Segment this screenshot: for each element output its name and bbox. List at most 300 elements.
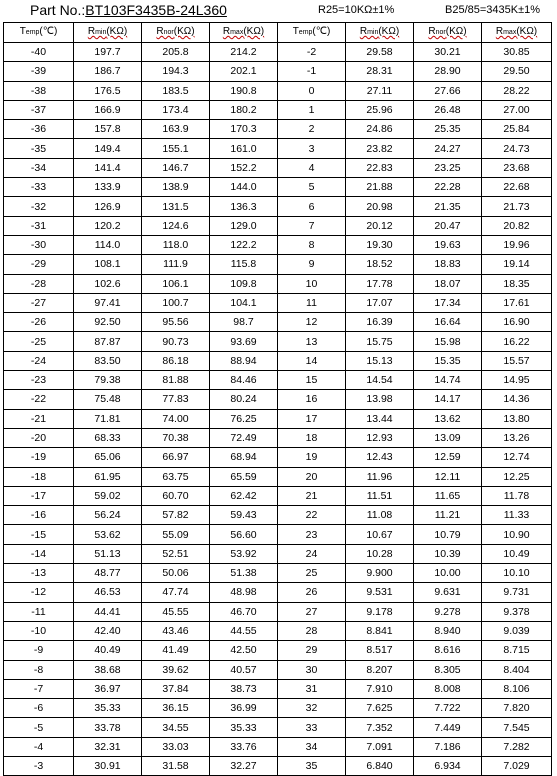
resistance-cell: 100.7 [142, 293, 210, 312]
resistance-cell: 10.00 [414, 564, 482, 583]
column-subscript: emp [25, 29, 40, 36]
column-header [414, 23, 482, 43]
table-row [4, 43, 552, 62]
temperature-cell: -12 [4, 583, 74, 602]
table-row [4, 81, 552, 100]
resistance-cell: 52.51 [142, 544, 210, 563]
resistance-cell: 21.73 [482, 197, 552, 216]
resistance-cell: 53.62 [74, 525, 142, 544]
document-header [0, 0, 557, 22]
resistance-cell: 10.49 [482, 544, 552, 563]
resistance-cell: 43.46 [142, 621, 210, 640]
resistance-cell: 8.207 [346, 660, 414, 679]
resistance-cell: 33.76 [210, 737, 278, 756]
resistance-cell: 161.0 [210, 139, 278, 158]
temperature-cell: 15 [278, 371, 346, 390]
column-subscript: nor [435, 29, 446, 36]
temperature-cell: -33 [4, 178, 74, 197]
resistance-cell: 56.24 [74, 506, 142, 525]
resistance-cell: 63.75 [142, 467, 210, 486]
resistance-cell: 19.96 [482, 235, 552, 254]
resistance-cell: 14.17 [414, 390, 482, 409]
resistance-cell: 7.282 [482, 737, 552, 756]
table-row [4, 428, 552, 447]
temperature-cell: 33 [278, 718, 346, 737]
resistance-cell: 106.1 [142, 274, 210, 293]
resistance-cell: 17.61 [482, 293, 552, 312]
resistance-cell: 24.27 [414, 139, 482, 158]
temperature-cell: -29 [4, 255, 74, 274]
resistance-cell: 18.35 [482, 274, 552, 293]
temperature-cell: 28 [278, 621, 346, 640]
resistance-cell: 21.35 [414, 197, 482, 216]
temperature-cell: 31 [278, 679, 346, 698]
resistance-cell: 24.73 [482, 139, 552, 158]
resistance-cell: 10.10 [482, 564, 552, 583]
resistance-cell: 31.58 [142, 756, 210, 775]
table-row [4, 679, 552, 698]
resistance-cell: 59.02 [74, 486, 142, 505]
resistance-temperature-table [3, 22, 552, 776]
resistance-cell: 118.0 [142, 235, 210, 254]
column-header [4, 23, 74, 43]
resistance-cell: 28.90 [414, 62, 482, 81]
table-row [4, 351, 552, 370]
temperature-cell: -13 [4, 564, 74, 583]
table-row [4, 602, 552, 621]
column-symbol: R [222, 26, 231, 37]
resistance-cell: 13.26 [482, 428, 552, 447]
resistance-cell: 12.93 [346, 428, 414, 447]
resistance-cell: 22.83 [346, 158, 414, 177]
column-header-label [360, 26, 399, 37]
part-number-value: BT103F3435B-24L360 [85, 2, 227, 18]
temperature-cell: 16 [278, 390, 346, 409]
resistance-cell: 141.4 [74, 158, 142, 177]
resistance-cell: 26.48 [414, 100, 482, 119]
resistance-cell: 157.8 [74, 120, 142, 139]
resistance-cell: 149.4 [74, 139, 142, 158]
resistance-cell: 38.73 [210, 679, 278, 698]
temperature-cell: 2 [278, 120, 346, 139]
resistance-cell: 214.2 [210, 43, 278, 62]
column-symbol: T [292, 26, 299, 37]
resistance-cell: 74.00 [142, 409, 210, 428]
resistance-cell: 79.38 [74, 371, 142, 390]
resistance-cell: 12.25 [482, 467, 552, 486]
resistance-cell: 30.91 [74, 756, 142, 775]
resistance-cell: 13.62 [414, 409, 482, 428]
column-symbol: R [156, 26, 164, 37]
column-header-label [293, 26, 331, 37]
temperature-cell: 6 [278, 197, 346, 216]
resistance-cell: 35.33 [210, 718, 278, 737]
temperature-cell: 19 [278, 448, 346, 467]
temperature-cell: -36 [4, 120, 74, 139]
table-body [4, 43, 552, 776]
resistance-cell: 8.517 [346, 641, 414, 660]
resistance-cell: 20.82 [482, 216, 552, 235]
column-subscript: emp [298, 29, 313, 36]
resistance-cell: 65.59 [210, 467, 278, 486]
resistance-cell: 7.545 [482, 718, 552, 737]
table-row [4, 525, 552, 544]
table-row [4, 448, 552, 467]
temperature-cell: 14 [278, 351, 346, 370]
resistance-cell: 98.7 [210, 313, 278, 332]
resistance-cell: 13.09 [414, 428, 482, 447]
table-row [4, 544, 552, 563]
resistance-cell: 176.5 [74, 81, 142, 100]
resistance-cell: 14.95 [482, 371, 552, 390]
resistance-cell: 7.625 [346, 699, 414, 718]
temperature-cell: -31 [4, 216, 74, 235]
resistance-cell: 14.36 [482, 390, 552, 409]
temperature-cell: -14 [4, 544, 74, 563]
temperature-cell: -40 [4, 43, 74, 62]
resistance-cell: 11.96 [346, 467, 414, 486]
resistance-cell: 104.1 [210, 293, 278, 312]
resistance-cell: 88.94 [210, 351, 278, 370]
temperature-cell: 32 [278, 699, 346, 718]
resistance-cell: 7.352 [346, 718, 414, 737]
resistance-cell: 144.0 [210, 178, 278, 197]
resistance-cell: 8.008 [414, 679, 482, 698]
resistance-cell: 14.74 [414, 371, 482, 390]
resistance-cell: 183.5 [142, 81, 210, 100]
temperature-cell: 4 [278, 158, 346, 177]
resistance-cell: 136.3 [210, 197, 278, 216]
temperature-cell: -18 [4, 467, 74, 486]
resistance-cell: 40.49 [74, 641, 142, 660]
resistance-cell: 18.83 [414, 255, 482, 274]
resistance-cell: 36.15 [142, 699, 210, 718]
resistance-cell: 30.21 [414, 43, 482, 62]
resistance-cell: 51.13 [74, 544, 142, 563]
resistance-cell: 45.55 [142, 602, 210, 621]
temperature-cell: 5 [278, 178, 346, 197]
resistance-cell: 86.18 [142, 351, 210, 370]
column-unit: (KΩ) [243, 26, 265, 37]
resistance-cell: 120.2 [74, 216, 142, 235]
resistance-cell: 29.50 [482, 62, 552, 81]
resistance-cell: 48.77 [74, 564, 142, 583]
temperature-cell: -32 [4, 197, 74, 216]
resistance-cell: 131.5 [142, 197, 210, 216]
temperature-cell: -15 [4, 525, 74, 544]
resistance-cell: 75.48 [74, 390, 142, 409]
table-row [4, 197, 552, 216]
resistance-cell: 70.38 [142, 428, 210, 447]
table-row [4, 139, 552, 158]
resistance-cell: 30.85 [482, 43, 552, 62]
temperature-cell: -27 [4, 293, 74, 312]
column-header-label [156, 26, 194, 37]
table-row [4, 313, 552, 332]
resistance-cell: 72.49 [210, 428, 278, 447]
resistance-cell: 10.28 [346, 544, 414, 563]
resistance-cell: 8.940 [414, 621, 482, 640]
table-row [4, 756, 552, 775]
resistance-cell: 42.50 [210, 641, 278, 660]
resistance-cell: 25.96 [346, 100, 414, 119]
resistance-cell: 28.31 [346, 62, 414, 81]
resistance-cell: 44.41 [74, 602, 142, 621]
resistance-cell: 13.98 [346, 390, 414, 409]
column-subscript: max [503, 29, 517, 36]
temperature-cell: 1 [278, 100, 346, 119]
resistance-cell: 205.8 [142, 43, 210, 62]
resistance-cell: 10.79 [414, 525, 482, 544]
temperature-cell: -3 [4, 756, 74, 775]
resistance-cell: 10.90 [482, 525, 552, 544]
column-symbol: R [495, 26, 504, 37]
column-symbol: R [87, 26, 96, 37]
resistance-cell: 11.21 [414, 506, 482, 525]
resistance-cell: 16.90 [482, 313, 552, 332]
resistance-cell: 155.1 [142, 139, 210, 158]
resistance-cell: 59.43 [210, 506, 278, 525]
table-row [4, 409, 552, 428]
temperature-cell: -21 [4, 409, 74, 428]
resistance-cell: 53.92 [210, 544, 278, 563]
resistance-cell: 97.41 [74, 293, 142, 312]
temperature-cell: -10 [4, 621, 74, 640]
resistance-cell: 9.631 [414, 583, 482, 602]
resistance-cell: 20.47 [414, 216, 482, 235]
resistance-cell: 81.88 [142, 371, 210, 390]
resistance-cell: 92.50 [74, 313, 142, 332]
table-row [4, 583, 552, 602]
resistance-cell: 33.78 [74, 718, 142, 737]
resistance-cell: 29.58 [346, 43, 414, 62]
temperature-cell: -5 [4, 718, 74, 737]
resistance-cell: 76.25 [210, 409, 278, 428]
temperature-cell: -6 [4, 699, 74, 718]
resistance-cell: 186.7 [74, 62, 142, 81]
table-row [4, 178, 552, 197]
resistance-cell: 18.07 [414, 274, 482, 293]
resistance-cell: 146.7 [142, 158, 210, 177]
temperature-cell: -35 [4, 139, 74, 158]
table-row [4, 737, 552, 756]
resistance-cell: 35.33 [74, 699, 142, 718]
temperature-cell: -28 [4, 274, 74, 293]
resistance-cell: 9.531 [346, 583, 414, 602]
resistance-cell: 66.97 [142, 448, 210, 467]
table-row [4, 506, 552, 525]
temperature-cell: -11 [4, 602, 74, 621]
resistance-cell: 55.09 [142, 525, 210, 544]
resistance-cell: 126.9 [74, 197, 142, 216]
resistance-cell: 194.3 [142, 62, 210, 81]
column-unit: (KΩ) [173, 26, 195, 37]
resistance-cell: 166.9 [74, 100, 142, 119]
resistance-cell: 90.73 [142, 332, 210, 351]
resistance-cell: 71.81 [74, 409, 142, 428]
resistance-cell: 25.35 [414, 120, 482, 139]
resistance-cell: 36.99 [210, 699, 278, 718]
resistance-cell: 46.70 [210, 602, 278, 621]
temperature-cell: 11 [278, 293, 346, 312]
resistance-cell: 60.70 [142, 486, 210, 505]
table-row [4, 332, 552, 351]
temperature-cell: -1 [278, 62, 346, 81]
resistance-cell: 42.40 [74, 621, 142, 640]
resistance-cell: 8.305 [414, 660, 482, 679]
temperature-cell: -26 [4, 313, 74, 332]
table-row [4, 255, 552, 274]
resistance-cell: 12.43 [346, 448, 414, 467]
resistance-cell: 102.6 [74, 274, 142, 293]
resistance-cell: 7.186 [414, 737, 482, 756]
resistance-cell: 16.22 [482, 332, 552, 351]
resistance-cell: 7.029 [482, 756, 552, 775]
resistance-cell: 8.106 [482, 679, 552, 698]
resistance-cell: 11.51 [346, 486, 414, 505]
resistance-cell: 16.64 [414, 313, 482, 332]
resistance-cell: 13.80 [482, 409, 552, 428]
resistance-cell: 32.27 [210, 756, 278, 775]
temperature-cell: -2 [278, 43, 346, 62]
resistance-cell: 12.74 [482, 448, 552, 467]
part-number-label: Part No.: [30, 2, 86, 18]
resistance-cell: 11.08 [346, 506, 414, 525]
resistance-cell: 7.091 [346, 737, 414, 756]
column-subscript: max [230, 29, 244, 36]
resistance-cell: 41.49 [142, 641, 210, 660]
resistance-cell: 170.3 [210, 120, 278, 139]
column-header-label [88, 26, 127, 37]
temperature-cell: -19 [4, 448, 74, 467]
resistance-cell: 33.03 [142, 737, 210, 756]
column-subscript: min [367, 29, 379, 36]
resistance-cell: 11.33 [482, 506, 552, 525]
resistance-cell: 36.97 [74, 679, 142, 698]
resistance-cell: 17.07 [346, 293, 414, 312]
resistance-cell: 20.98 [346, 197, 414, 216]
resistance-cell: 133.9 [74, 178, 142, 197]
resistance-cell: 95.56 [142, 313, 210, 332]
resistance-cell: 22.28 [414, 178, 482, 197]
temperature-cell: 18 [278, 428, 346, 447]
temperature-cell: 25 [278, 564, 346, 583]
resistance-cell: 180.2 [210, 100, 278, 119]
temperature-cell: 0 [278, 81, 346, 100]
column-header [210, 23, 278, 43]
resistance-cell: 9.039 [482, 621, 552, 640]
table-row [4, 100, 552, 119]
temperature-cell: 20 [278, 467, 346, 486]
table-row [4, 718, 552, 737]
resistance-cell: 24.86 [346, 120, 414, 139]
resistance-cell: 40.57 [210, 660, 278, 679]
resistance-cell: 6.840 [346, 756, 414, 775]
temperature-cell: -4 [4, 737, 74, 756]
resistance-cell: 163.9 [142, 120, 210, 139]
column-header-label [20, 26, 58, 37]
resistance-cell: 50.06 [142, 564, 210, 583]
resistance-cell: 15.57 [482, 351, 552, 370]
column-unit: (KΩ) [378, 26, 400, 37]
resistance-cell: 38.68 [74, 660, 142, 679]
resistance-cell: 11.78 [482, 486, 552, 505]
temperature-cell: 35 [278, 756, 346, 775]
temperature-cell: 17 [278, 409, 346, 428]
column-unit: (℃) [312, 26, 331, 37]
temperature-cell: -38 [4, 81, 74, 100]
temperature-cell: 34 [278, 737, 346, 756]
column-subscript: min [95, 29, 107, 36]
resistance-cell: 138.9 [142, 178, 210, 197]
temperature-cell: -17 [4, 486, 74, 505]
column-header-label [428, 26, 466, 37]
resistance-cell: 17.34 [414, 293, 482, 312]
resistance-cell: 8.616 [414, 641, 482, 660]
resistance-cell: 9.278 [414, 602, 482, 621]
table-row [4, 660, 552, 679]
resistance-cell: 87.87 [74, 332, 142, 351]
table-row [4, 293, 552, 312]
temperature-cell: -39 [4, 62, 74, 81]
column-unit: (KΩ) [106, 26, 128, 37]
temperature-cell: -22 [4, 390, 74, 409]
resistance-cell: 152.2 [210, 158, 278, 177]
resistance-cell: 32.31 [74, 737, 142, 756]
resistance-cell: 27.00 [482, 100, 552, 119]
b25-spec: B25/85=3435K±1% [445, 4, 541, 16]
resistance-cell: 17.78 [346, 274, 414, 293]
resistance-cell: 19.30 [346, 235, 414, 254]
temperature-cell: 29 [278, 641, 346, 660]
temperature-cell: 27 [278, 602, 346, 621]
resistance-cell: 129.0 [210, 216, 278, 235]
resistance-cell: 111.9 [142, 255, 210, 274]
resistance-cell: 109.8 [210, 274, 278, 293]
resistance-cell: 47.74 [142, 583, 210, 602]
resistance-cell: 12.59 [414, 448, 482, 467]
resistance-cell: 22.68 [482, 178, 552, 197]
resistance-cell: 8.715 [482, 641, 552, 660]
resistance-cell: 173.4 [142, 100, 210, 119]
column-header-label [496, 26, 537, 37]
temperature-cell: 3 [278, 139, 346, 158]
temperature-cell: 22 [278, 506, 346, 525]
temperature-cell: 9 [278, 255, 346, 274]
resistance-cell: 13.44 [346, 409, 414, 428]
temperature-cell: 13 [278, 332, 346, 351]
resistance-cell: 16.39 [346, 313, 414, 332]
resistance-cell: 18.52 [346, 255, 414, 274]
resistance-cell: 23.82 [346, 139, 414, 158]
temperature-cell: 8 [278, 235, 346, 254]
table-row [4, 621, 552, 640]
table-row [4, 467, 552, 486]
resistance-cell: 57.82 [142, 506, 210, 525]
resistance-cell: 23.68 [482, 158, 552, 177]
resistance-cell: 27.11 [346, 81, 414, 100]
resistance-cell: 197.7 [74, 43, 142, 62]
resistance-cell: 9.900 [346, 564, 414, 583]
resistance-cell: 80.24 [210, 390, 278, 409]
resistance-cell: 15.75 [346, 332, 414, 351]
resistance-cell: 56.60 [210, 525, 278, 544]
column-unit: (℃) [39, 26, 58, 37]
resistance-cell: 8.841 [346, 621, 414, 640]
resistance-cell: 10.67 [346, 525, 414, 544]
resistance-cell: 83.50 [74, 351, 142, 370]
temperature-cell: 24 [278, 544, 346, 563]
